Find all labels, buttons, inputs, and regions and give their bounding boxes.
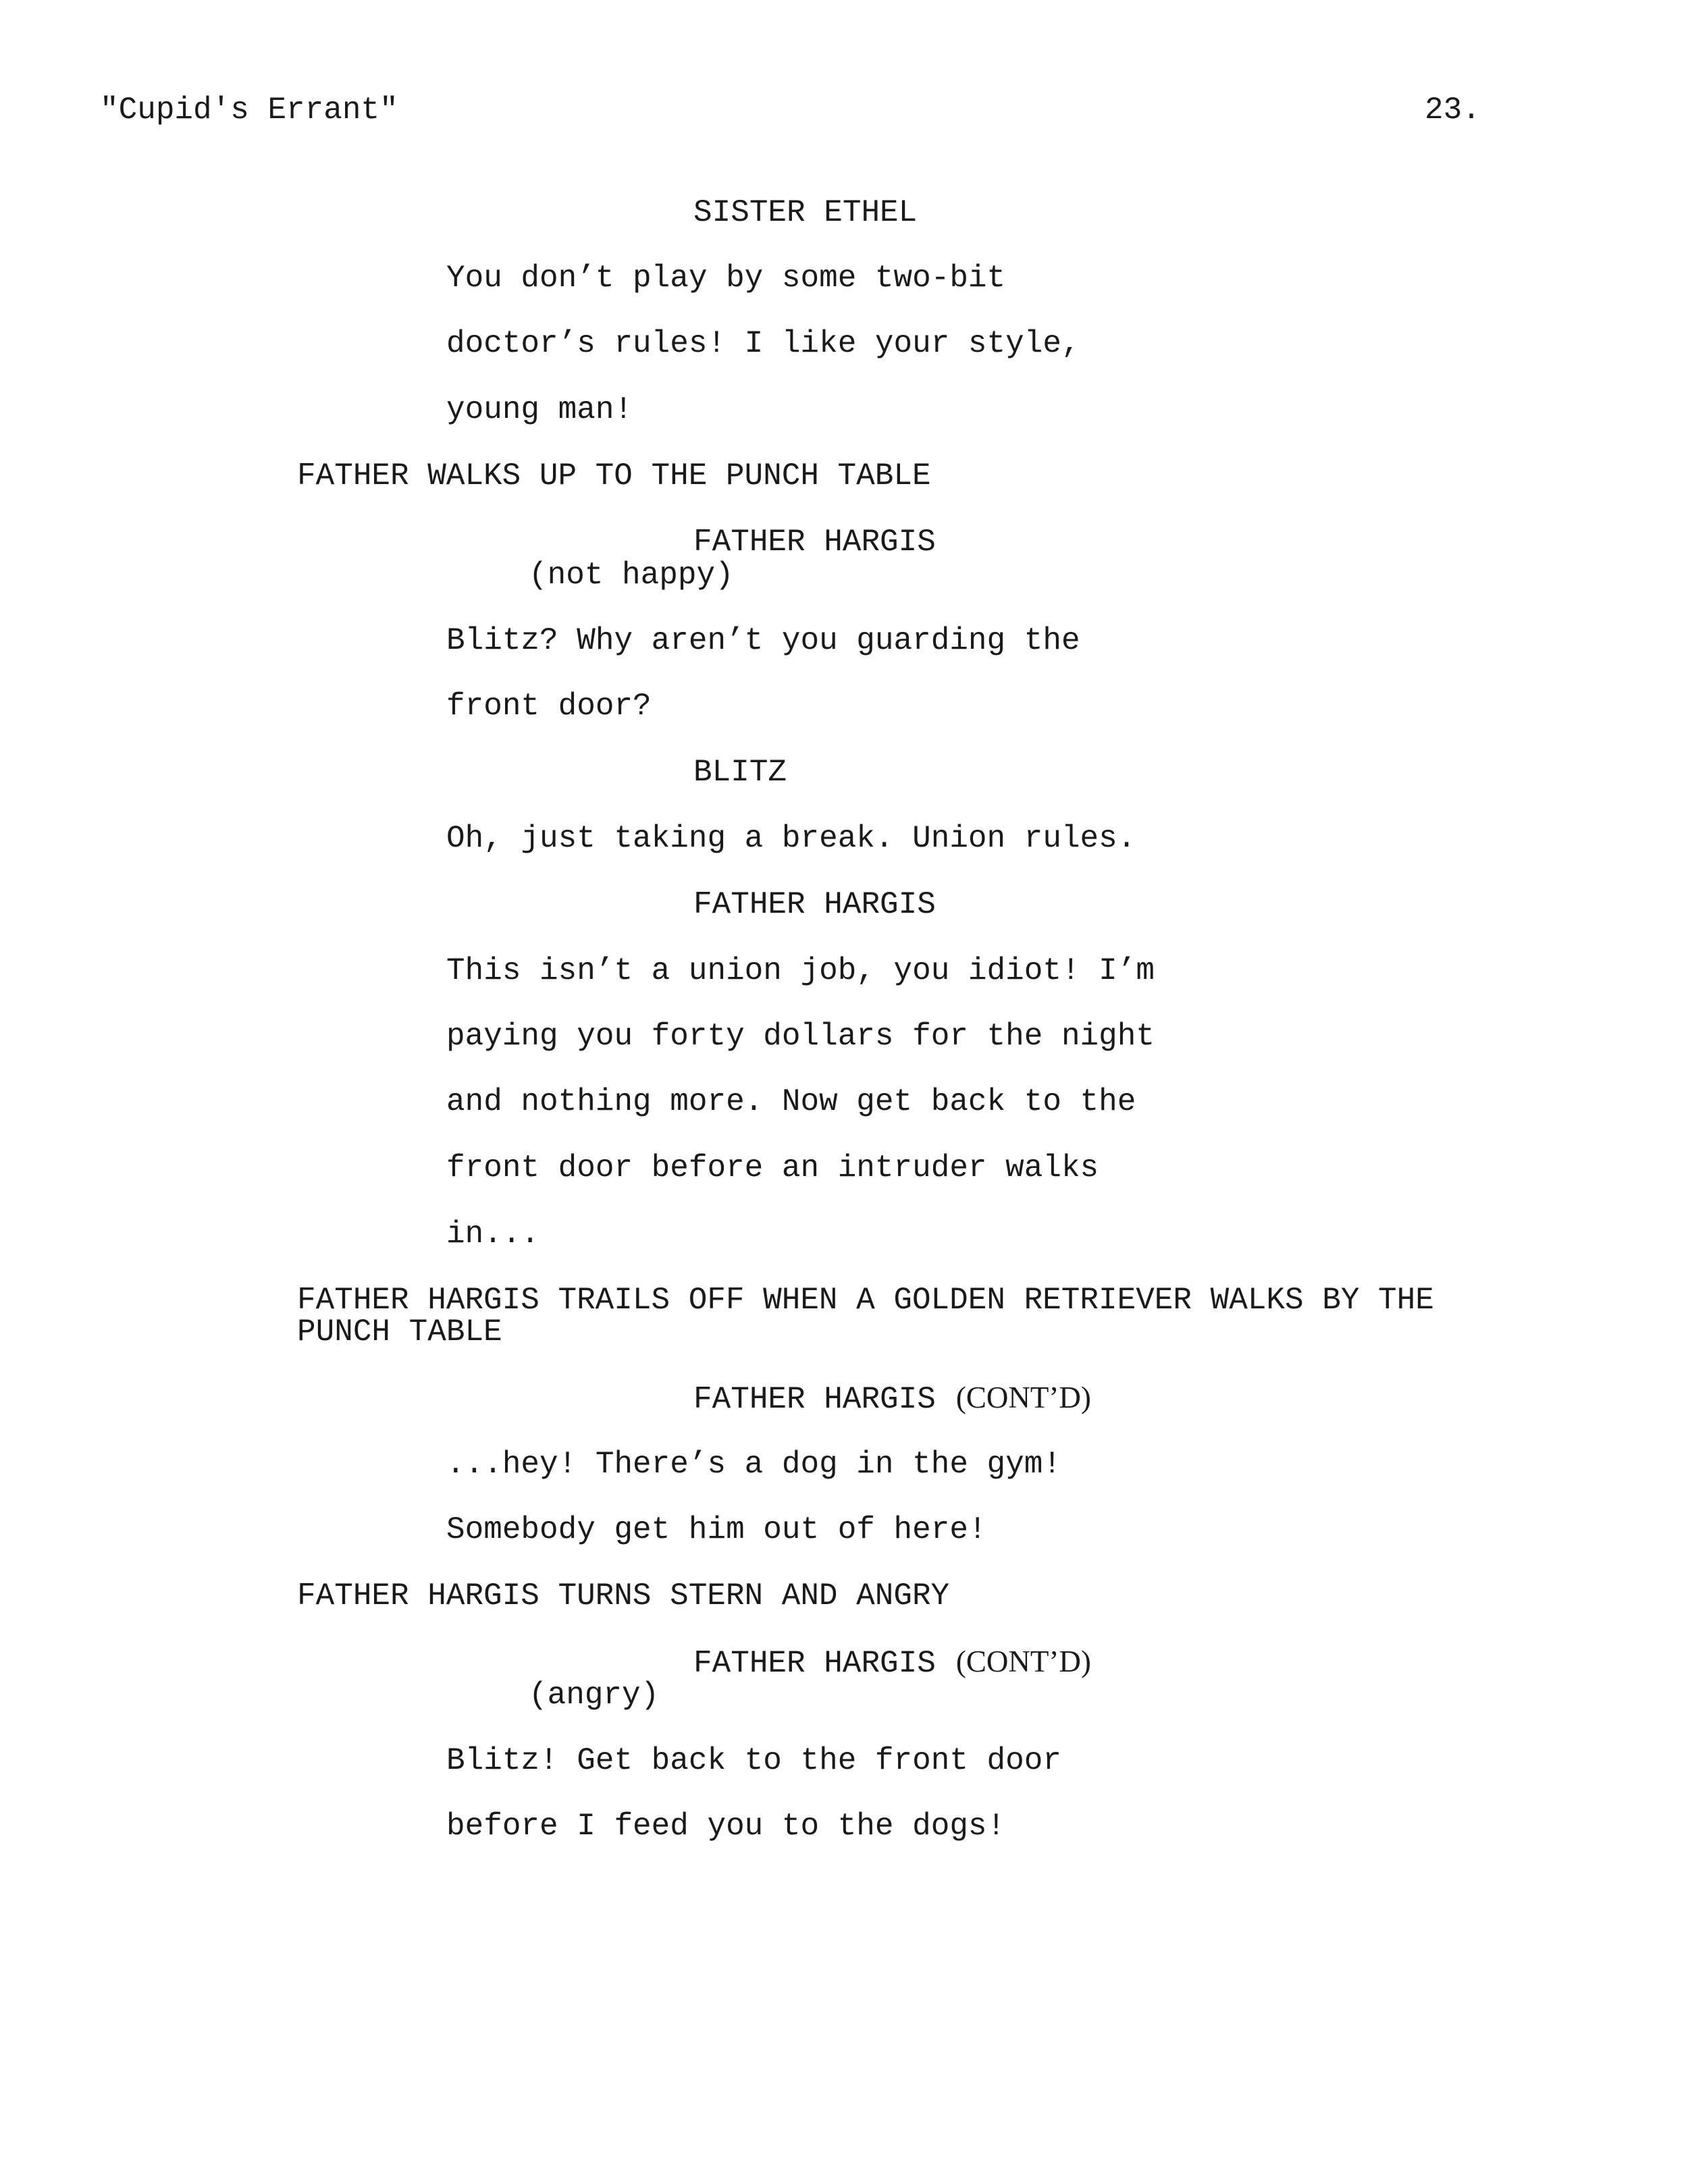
dialogue-line: in... (446, 1217, 540, 1252)
dialogue-line: before I feed you to the dogs! (446, 1809, 1006, 1844)
character-name (693, 1383, 1091, 1415)
dialogue-line: Somebody get him out of here! (446, 1512, 987, 1547)
dialogue-line: ...hey! There’s a dog in the gym! (446, 1447, 1061, 1482)
continued-marker: (CONT’D) (955, 1381, 1091, 1414)
dialogue-line: front door before an intruder walks (446, 1150, 1099, 1186)
dialogue-line: doctor’s rules! I like your style, (446, 326, 1080, 361)
character-name-text: FATHER HARGIS (693, 1382, 936, 1417)
dialogue-line: Blitz! Get back to the front door (446, 1743, 1061, 1778)
page-number: 23. (1425, 92, 1481, 128)
character-name: BLITZ (693, 755, 787, 790)
dialogue-line: Oh, just taking a break. Union rules. (446, 821, 1136, 856)
character-name: FATHER HARGIS (693, 887, 936, 922)
action-line: FATHER HARGIS TURNS STERN AND ANGRY (297, 1578, 950, 1614)
dialogue-line: young man! (446, 392, 633, 427)
dialogue-line: This isn’t a union job, you idiot! I’m (446, 953, 1155, 988)
character-name: SISTER ETHEL (693, 195, 918, 230)
script-title: "Cupid's Errant" (100, 92, 398, 128)
character-name-text: FATHER HARGIS (693, 1646, 936, 1681)
dialogue-line: and nothing more. Now get back to the (446, 1084, 1136, 1119)
parenthetical: (angry) (529, 1678, 660, 1713)
action-line: FATHER WALKS UP TO THE PUNCH TABLE (297, 458, 931, 494)
action-line: FATHER HARGIS TRAILS OFF WHEN A GOLDEN RETRIEVER WALKS BY THE (297, 1283, 1434, 1318)
continued-marker: (CONT’D) (955, 1645, 1091, 1678)
parenthetical: (not happy) (529, 558, 734, 593)
dialogue-line: You don’t play by some two-bit (446, 261, 1006, 296)
dialogue-line: paying you forty dollars for the night (446, 1019, 1155, 1054)
action-line: PUNCH TABLE (297, 1314, 502, 1350)
dialogue-line: front door? (446, 689, 652, 724)
character-name: FATHER HARGIS (693, 525, 936, 560)
character-name (693, 1647, 1091, 1679)
dialogue-line: Blitz? Why aren’t you guarding the (446, 623, 1080, 658)
